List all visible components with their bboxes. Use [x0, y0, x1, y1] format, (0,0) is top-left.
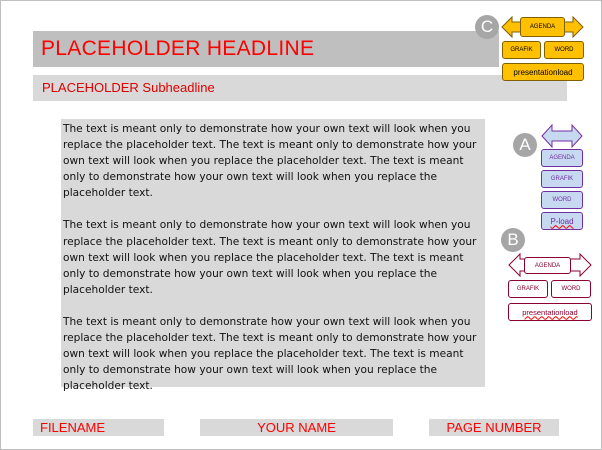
nav-a-agenda-button[interactable]: AGENDA — [541, 149, 583, 167]
body-text-box — [61, 119, 485, 393]
footer-page-number: PAGE NUMBER — [429, 419, 559, 436]
variant-a-badge: A — [513, 133, 537, 157]
subheadline: PLACEHOLDER Subheadline — [33, 75, 567, 101]
footer-your-name: YOUR NAME — [200, 419, 393, 436]
nav-a-pload-button[interactable] — [541, 212, 583, 230]
nav-b-agenda-button[interactable]: AGENDA — [524, 257, 571, 274]
nav-a-word-button[interactable]: WORD — [541, 191, 583, 209]
body-paragraph-1: The text is meant only to demonstrate how your own text will look when you replace the placeholder text. The text is meant only to demonstrate how your own text will look when you replace the placeholder text. The text is meant only to demonstrate how your own text will look when you replace the placeholder text. — [63, 123, 477, 200]
body-paragraph-2: The text is meant only to demonstrate how your own text will look when you replace the placeholder text. The text is meant only to demonstrate how your own text will look when you replace the placeholder text. The text is meant only to demonstrate how your own text will look when you replace the placeholder text. — [63, 219, 477, 296]
variant-c-badge: C — [475, 15, 499, 39]
footer-filename: FILENAME — [33, 419, 164, 436]
nav-c-agenda-button[interactable]: AGENDA — [520, 17, 565, 37]
nav-b-presentationload-label: presentationload — [522, 307, 578, 317]
nav-c-grafik-button[interactable]: GRAFIK — [502, 41, 541, 59]
nav-a-pload-label: P-load — [550, 216, 574, 226]
nav-b-grafik-button[interactable]: GRAFIK — [508, 280, 548, 298]
body-paragraph-3: The text is meant only to demonstrate how your own text will look when you replace the placeholder text. The text is meant only to demonstrate how your own text will look when you replace the placeholder text. The text is meant only to demonstrate how your own text will look when you replace the placeholder text. — [63, 315, 477, 393]
nav-b-presentationload-button[interactable] — [508, 303, 592, 321]
arrows-icon — [541, 123, 583, 149]
headline: PLACEHOLDER HEADLINE — [33, 31, 499, 67]
variant-b-badge: B — [501, 228, 525, 252]
nav-c-word-button[interactable]: WORD — [544, 41, 584, 59]
nav-c-presentationload-button[interactable]: presentationload — [502, 63, 584, 81]
nav-b-word-button[interactable]: WORD — [551, 280, 591, 298]
nav-a-grafik-button[interactable]: GRAFIK — [541, 170, 583, 188]
